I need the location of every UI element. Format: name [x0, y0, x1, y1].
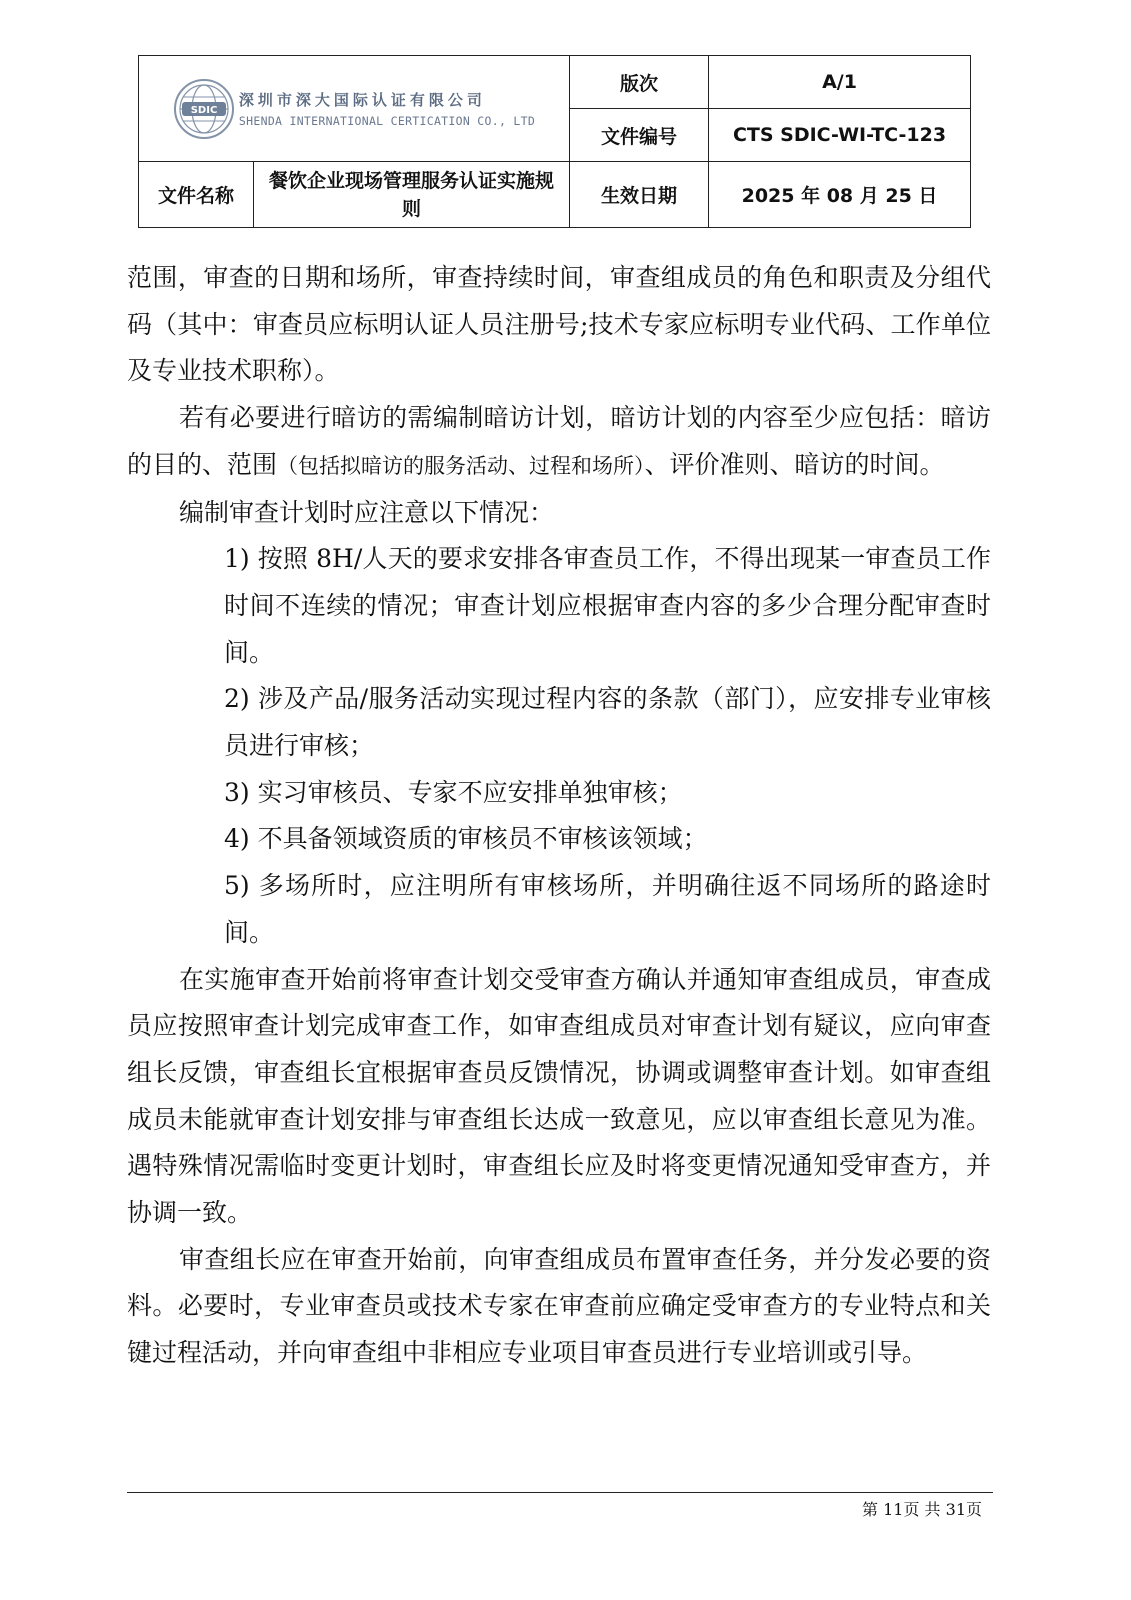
company-logo: [145, 56, 563, 161]
list-item: 1) 按照 8H/人天的要求安排各审查员工作，不得出现某一审查员工作时间不连续的情况；审查计划应根据审查内容的多少合理分配审查时间。: [224, 544, 991, 667]
list-item: 3) 实习审核员、专家不应安排单独审核；: [224, 777, 683, 807]
doc-name-value: 餐饮企业现场管理服务认证实施规则: [254, 162, 570, 228]
paragraph-3: 编制审查计划时应注意以下情况：: [179, 497, 555, 527]
list-item: 4) 不具备领域资质的审核员不审核该领域；: [224, 824, 708, 854]
document-body: [127, 255, 991, 1377]
version-label: 版次: [570, 56, 709, 109]
version-value: A/1: [709, 56, 971, 109]
page-number: 第 11页 共 31页: [862, 1500, 982, 1519]
effective-date-label: 生效日期: [570, 162, 709, 228]
logo-mark-text: SDIC: [190, 104, 218, 116]
planning-notes-list: [127, 536, 991, 956]
paragraph-4: 在实施审查开始前将审查计划交受审查方确认并通知审查组成员，审查成员应按照审查计划完成审查工作，如审查组成员对审查计划有疑议，应向审查组长反馈，审查组长宜根据审查员反馈情况，协调或调整审查计划。如审查组成员未能就审查计划安排与审查组长达成一致意见，应以审查组长意见为准。遇特殊情况需临时变更计划时，审查组长应及时将变更情况通知受审查方，并协调一致。: [127, 964, 991, 1228]
paragraph-2-text-a: 若有必要进行暗访的需编制暗访计划，暗访计划的内容至少应包括：暗访的目的、范围: [127, 403, 991, 479]
paragraph-2-text-c: 、评价准则、暗访的时间。: [644, 449, 945, 479]
doc-name-label: 文件名称: [139, 162, 254, 228]
company-name-en: SHENDA INTERNATIONAL CERTICATION CO., LTD: [238, 114, 536, 128]
effective-date-value: 2025 年 08 月 25 日: [709, 162, 971, 228]
doc-number-value: CTS SDIC-WI-TC-123: [709, 109, 971, 162]
paragraph-5: 审查组长应在审查开始前，向审查组成员布置审查任务，并分发必要的资料。必要时，专业审查员或技术专家在审查前应确定受审查方的专业特点和关键过程活动，并向审查组中非相应专业项目审查员进行专业培训或引导。: [127, 1244, 991, 1368]
company-logo-cell: [139, 56, 570, 162]
document-header-table: [138, 55, 971, 228]
list-item: 5) 多场所时，应注明所有审核场所，并明确往返不同场所的路途时间。: [224, 871, 991, 947]
list-item: 2) 涉及产品/服务活动实现过程内容的条款（部门），应安排专业审核员进行审核；: [224, 684, 991, 761]
doc-number-label: 文件编号: [570, 109, 709, 162]
footer-divider: [127, 1492, 993, 1493]
paragraph-1: 范围，审查的日期和场所，审查持续时间，审查组成员的角色和职责及分组代码（其中：审查员应标明认证人员注册号;技术专家应标明专业代码、工作单位及专业技术职称）。: [127, 263, 991, 386]
company-name-cn: 深圳市深大国际认证有限公司: [238, 91, 486, 109]
globe-logo-icon: [173, 78, 235, 140]
paragraph-2: [127, 395, 991, 489]
paragraph-2-text-b: （包括拟暗访的服务活动、过程和场所）: [277, 453, 645, 478]
